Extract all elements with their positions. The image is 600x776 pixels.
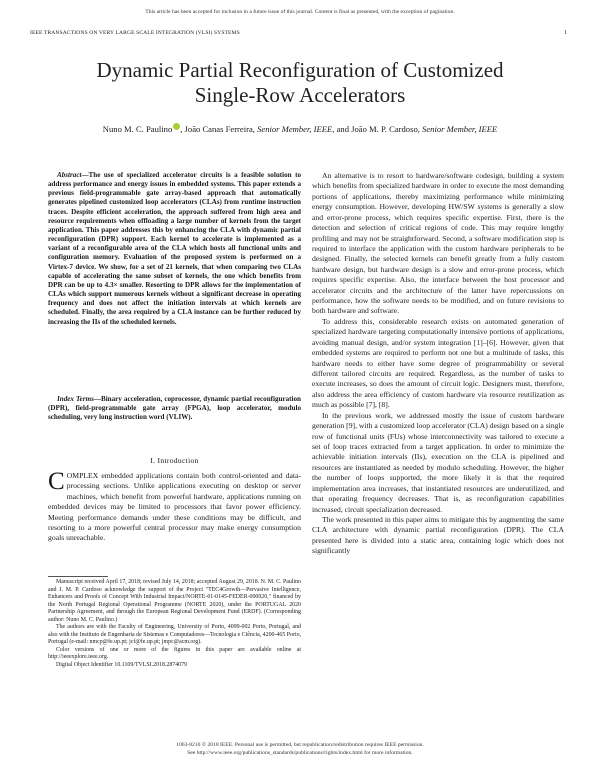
drop-cap: C (48, 468, 65, 495)
paper-title (0, 58, 600, 108)
author-2: , João Canas Ferreira, (180, 124, 258, 134)
section-heading: I. Introduction (150, 456, 199, 465)
footnote-divider (48, 576, 108, 577)
footnote-color: Color versions of one or more of the figures in this paper are available online at http://ieeexplore.ieee.org. (48, 646, 301, 660)
body-paragraph: The work presented in this paper aims to mitigate this by augmenting the same CLA architecture with dynamic partial reconfiguration (DPR). The CLA presented here is divided into a static area, containing logic which does not significantly (312, 514, 564, 556)
author-3-role: Senior Member, IEEE (422, 124, 498, 134)
abstract (48, 171, 301, 327)
copyright-line: 1063-8210 © 2018 IEEE. Personal use is permitted, but republication/redistribution requires IEEE permission. (176, 742, 424, 748)
author-2-role: Senior Member, IEEE (257, 124, 333, 134)
index-terms-text: —Binary acceleration, coprocessor, dynamic partial reconfiguration (DPR), field-programmable gate array (FPGA), loop accelerator, modulo scheduling, very long instruction word (VLIW). (48, 395, 302, 422)
abstract-text: —The use of specialized accelerator circuits is a feasible solution to address performance and energy issues in embedded systems. This paper extends a previous field-programmable gate array-based approach that automatically generates pipelined customized loop accelerators (CLAs) from runtime instruction traces. Despite efficient acceleration, the approach suffered from high area and resource requirements when offloading a large number of kernels from the target application. This paper addresses this by enhancing the CLA with dynamic partial reconfiguration (DPR) support. Each kernel to accelerate is implemented as a variant of a reconfigurable area of the CLA which hosts all functional units and configuration memory. Evaluation of the proposed system is performed on a Virtex-7 device. We show, for a set of 21 kernels, that when comparing two CLAs capable of accelerating the same subset of kernels, the one which benefits from DPR can be up to 4.3× smaller. Resorting to DPR allows for the implementation of CLAs which support numerous kernels without a significant decrease in operating frequency and does not affect the initiation intervals at which kernels are scheduled. Finally, the area required by a CLA instance can be further reduced by increasing the IIs of the scheduled kernels. (48, 171, 301, 326)
right-column (312, 171, 564, 557)
copyright-footer (0, 742, 600, 757)
index-terms (48, 395, 301, 422)
introduction-paragraph (48, 468, 301, 544)
abstract-label: Abstract (57, 171, 82, 179)
acceptance-notice: This article has been accepted for inclusion in a future issue of this journal. Content is final as presented, with the exception of pagination. (145, 9, 455, 15)
index-terms-label: Index Terms (57, 395, 94, 403)
footnotes (48, 579, 301, 669)
footnote-manuscript: Manuscript received April 17, 2018; revised July 14, 2018; accepted August 29, 2018. N. M. C. Paulino and J. M. P. Cardoso acknowledge the support of the Project "TEC4Growth—Pervasive Intelligence, Enhancers and Proofs of Concept With Industrial Impact/NORTE-01-0145-FEDER-000020," financed by the North Portugal Regional Operational Programme (NORTE 2020), under the PORTUGAL 2020 Partnership Agreement, and through the European Regional Development Fund (ERDF). (Corresponding author: Nuno M. C. Paulino.) (48, 579, 301, 623)
page-number: 1 (564, 30, 567, 36)
footnote-doi: Digital Object Identifier 10.1109/TVLSI.2018.2874079 (56, 661, 187, 668)
body-paragraph: To address this, considerable research exists on automated generation of specialized hardware targeting computationally intensive portions of applications, avoiding manual design, and/or system integration [1]–[6]. However, given that embedded systems are required to perform not one but a multitude of tasks, this hardware needs to either have some degree of programmability or several different tailored circuits are required. Regardless, as the number of tasks to execute increases, so does the amount of circuit logic. Designers must, therefore, also address the area efficiency of custom hardware via resource reutilization as much as possible [7], [8]. (312, 316, 564, 410)
body-paragraph: An alternative is to resort to hardware/software codesign, building a system which benefits from specialized hardware in order to execute the most demanding portions of applications, thereby maximizing performance while minimizing energy consumption. However, developing HW/SW systems is generally a slow and error-prone process, which requires specific expertise. First, there is the detection and selection of critical regions of code. This may require lengthy profiling and may not be straightforward. Second, a software modification step is required to interface the application with the custom hardware peripherals to be designed. Finally, the selected kernels can benefit greatly from a fully custom hardware design, but hardware design is a slow and error-prone process, which requires specific expertise. Also, the interface between the host processor and accelerator circuits and the architecture of the latter have repercussions on performance, how the software needs to be modified, and on future revisions to both hardware and software. (312, 171, 564, 316)
author-list (0, 123, 600, 134)
title-line-2: Single-Row Accelerators (194, 83, 406, 107)
title-line-1: Dynamic Partial Reconfiguration of Customized (96, 58, 504, 82)
author-3: , and João M. P. Cardoso, (332, 124, 423, 134)
rights-link-line: See http://www.ieee.org/publications_standards/publications/rights/index.html for more information. (187, 749, 413, 756)
author-1: Nuno M. C. Paulino (102, 124, 173, 134)
journal-name: IEEE TRANSACTIONS ON VERY LARGE SCALE INTEGRATION (VLSI) SYSTEMS (30, 30, 240, 36)
footnote-affiliation: The authors are with the Faculty of Engineering, University of Porto, 4099-002 Porto, Portugal, and also with the Instituto de Engenharia de Sistemas e Computadores—Tecnologia e Ciência, 4200-465 Porto, Portugal (e-mail: nmcp@fe.up.pt; jcf@fe.up.pt; jmpc@acm.org). (48, 624, 301, 645)
introduction-text: OMPLEX embedded applications contain both control-oriented and data-processing sections. Unlike applications executing on desktop or server machines, which benefit from powerful hardware, applications running on embedded devices may be limited to processors that favor power efficiency. Meeting performance demands under these conditions may be difficult, and resorting to a more powerful central processor may make energy consumption goals unreachable. (48, 471, 301, 543)
body-paragraph: In the previous work, we addressed mostly the issue of custom hardware generation [9], with a customized loop accelerator (CLA) design based on a single row of functional units (FUs) whose interconnectivity was tailored to execute a set of loop traces extracted from a target application. In order to minimize the achievable initiation intervals (IIs), execution on the CLA is pipelined and resources are instantiated as needed by modulo scheduling. However, the higher the number of loops supported, the more likely it is that the required implementation area increases, that instantiated resources are underutilized, and that operating frequency decreases. That is, as reconfiguration capabilities increased, circuit specialization decreased. (312, 410, 564, 514)
